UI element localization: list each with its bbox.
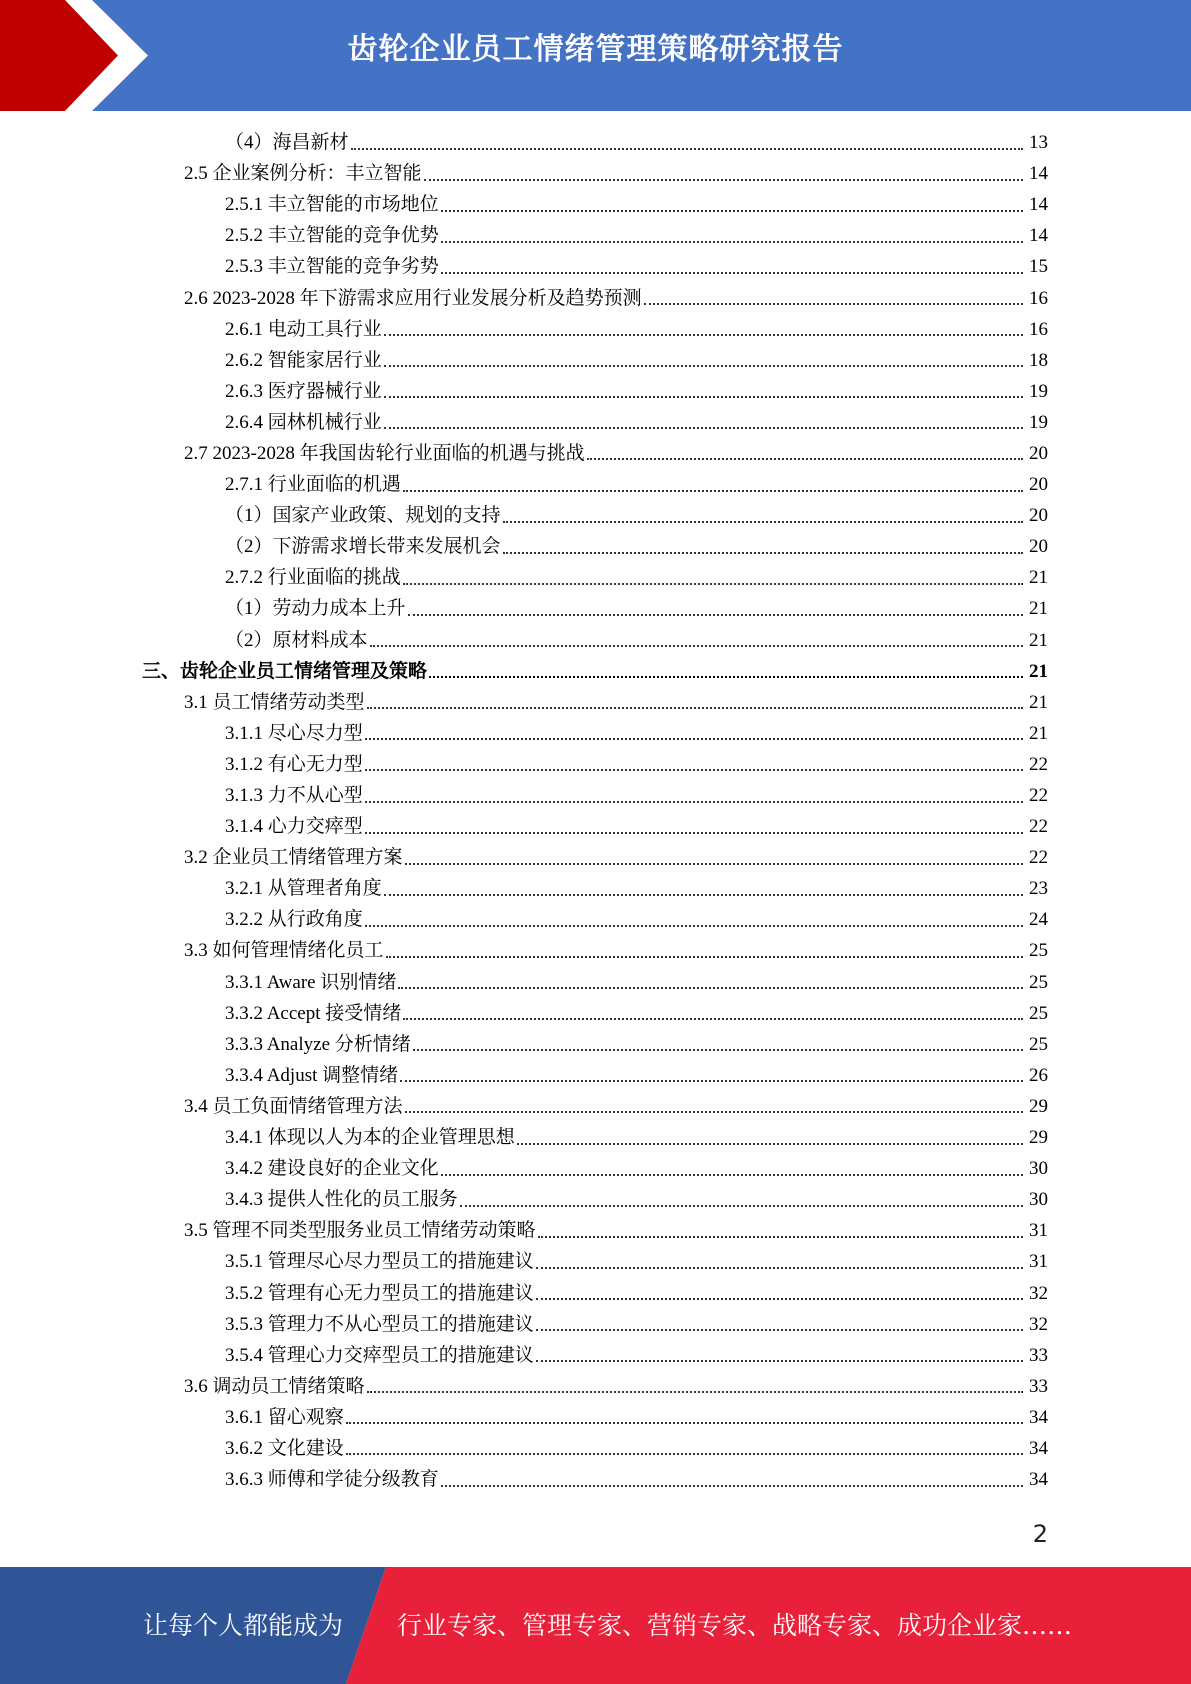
toc-entry-title: 3.5.1 管理尽心尽力型员工的措施建议 [225,1251,534,1273]
toc-dot-leader [365,925,1023,927]
toc-entry-page: 14 [1029,194,1048,216]
toc-dot-leader [441,1485,1023,1487]
toc-entry-page: 33 [1029,1344,1048,1366]
toc-entry-page: 34 [1029,1437,1048,1459]
toc-dot-leader [460,1205,1023,1207]
toc-dot-leader [536,1298,1023,1300]
toc-entry-title: 3.2.2 从行政角度 [225,909,363,931]
toc-entry-title: 2.5.2 丰立智能的竞争优势 [225,225,439,247]
toc-entry-page: 20 [1029,442,1048,464]
toc-entry-title: 3.6.1 留心观察 [225,1406,344,1428]
toc-entry-page: 24 [1029,909,1048,931]
toc-entry-title: 3.3 如何管理情绪化员工 [184,940,384,962]
toc-entry-title: 3.6.2 文化建设 [225,1437,344,1459]
toc-dot-leader [403,583,1023,585]
toc-entry-page: 21 [1029,722,1048,744]
toc-entry-page: 32 [1029,1313,1048,1335]
toc-entry-page: 21 [1029,660,1048,682]
toc-dot-leader [384,334,1023,336]
toc-entry-title: 2.7.1 行业面临的机遇 [225,474,401,496]
toc-entry-title: 3.1.4 心力交瘁型 [225,816,363,838]
toc-entry[interactable] [0,1433,1048,1464]
toc-entry-page: 30 [1029,1189,1048,1211]
toc-entry-page: 21 [1029,691,1048,713]
toc-entry-title: 3.5 管理不同类型服务业员工情绪劳动策略 [184,1220,536,1242]
toc-entry-title: 3.5.4 管理心力交瘁型员工的措施建议 [225,1344,534,1366]
toc-dot-leader [398,987,1023,989]
toc-entry[interactable] [0,189,1048,220]
toc-entry-title: 3.3.3 Analyze 分析情绪 [225,1033,411,1055]
toc-entry[interactable] [0,1402,1048,1433]
toc-entry-title: 3.5.2 管理有心无力型员工的措施建议 [225,1282,534,1304]
toc-entry-title: 2.6 2023-2028 年下游需求应用行业发展分析及趋势预测 [184,287,642,309]
toc-dot-leader [536,1360,1023,1362]
toc-dot-leader [538,1236,1023,1238]
toc-entry-title: 3.4 员工负面情绪管理方法 [184,1095,403,1117]
toc-entry-page: 22 [1029,847,1048,869]
toc-entry[interactable] [0,1184,1048,1215]
toc-entry-page: 16 [1029,318,1048,340]
toc-entry[interactable] [0,407,1048,438]
toc-entry[interactable] [0,998,1048,1029]
toc-entry-page: 21 [1029,567,1048,589]
toc-entry-page: 25 [1029,940,1048,962]
toc-entry[interactable] [0,500,1048,531]
table-of-contents [0,127,1191,1495]
toc-entry-page: 26 [1029,1064,1048,1086]
toc-entry-title: 2.6.3 医疗器械行业 [225,380,382,402]
toc-entry-title: 3.4.3 提供人性化的员工服务 [225,1189,458,1211]
toc-entry-page: 13 [1029,132,1048,154]
toc-entry-title: 2.6.1 电动工具行业 [225,318,382,340]
toc-dot-leader [503,521,1023,523]
toc-entry-page: 25 [1029,971,1048,993]
toc-dot-leader [367,707,1023,709]
toc-entry-title: 3.5.3 管理力不从心型员工的措施建议 [225,1313,534,1335]
toc-entry[interactable] [0,1277,1048,1308]
toc-dot-leader [400,1080,1023,1082]
toc-entry-title: 3.4.2 建设良好的企业文化 [225,1158,439,1180]
toc-entry[interactable] [0,438,1048,469]
footer-slogan-left: 让每个人都能成为 [143,1611,344,1640]
toc-entry[interactable] [0,562,1048,593]
toc-entry[interactable] [0,469,1048,500]
toc-entry-page: 21 [1029,629,1048,651]
toc-entry[interactable] [0,718,1048,749]
toc-entry-title: （2）下游需求增长带来发展机会 [225,536,501,558]
toc-entry-title: 3.3.2 Accept 接受情绪 [225,1002,402,1024]
toc-entry[interactable] [0,345,1048,376]
toc-dot-leader [365,832,1023,834]
toc-dot-leader [503,552,1023,554]
toc-dot-leader [351,148,1023,150]
toc-entry-title: （4）海昌新材 [225,132,349,154]
toc-entry-title: 3.1.2 有心无力型 [225,753,363,775]
toc-dot-leader [644,303,1023,305]
toc-entry[interactable] [0,811,1048,842]
toc-dot-leader [367,1391,1023,1393]
toc-entry-page: 20 [1029,474,1048,496]
toc-entry[interactable] [0,1122,1048,1153]
toc-entry-title: 3.6.3 师傅和学徒分级教育 [225,1469,439,1491]
toc-entry-page: 33 [1029,1375,1048,1397]
toc-entry-title: 3.2 企业员工情绪管理方案 [184,847,403,869]
toc-entry-page: 22 [1029,816,1048,838]
page-number: 2 [1032,1520,1048,1548]
toc-entry[interactable] [0,314,1048,345]
toc-entry-title: 2.6.4 园林机械行业 [225,411,382,433]
toc-entry[interactable] [0,593,1048,624]
toc-dot-leader [370,645,1023,647]
toc-dot-leader [403,1018,1023,1020]
toc-entry[interactable] [0,1246,1048,1277]
toc-entry-title: 3.3.4 Adjust 调整情绪 [225,1064,399,1086]
toc-entry-page: 14 [1029,163,1048,185]
toc-entry-title: 3.4.1 体现以人为本的企业管理思想 [225,1127,515,1149]
toc-entry[interactable] [0,842,1048,873]
toc-entry-page: 32 [1029,1282,1048,1304]
toc-entry-page: 19 [1029,411,1048,433]
toc-entry-title: （1）劳动力成本上升 [225,598,406,620]
toc-entry-page: 31 [1029,1251,1048,1273]
toc-dot-leader [346,1453,1023,1455]
toc-entry[interactable] [0,1091,1048,1122]
toc-dot-leader [405,863,1023,865]
toc-entry-page: 20 [1029,505,1048,527]
toc-entry-title: 2.7.2 行业面临的挑战 [225,567,401,589]
toc-entry-title: 2.7 2023-2028 年我国齿轮行业面临的机遇与挑战 [184,442,585,464]
toc-entry-title: 2.5.1 丰立智能的市场地位 [225,194,439,216]
toc-dot-leader [384,427,1023,429]
toc-dot-leader [405,1111,1023,1113]
toc-dot-leader [517,1143,1023,1145]
toc-entry-page: 15 [1029,256,1048,278]
toc-dot-leader [408,614,1023,616]
toc-dot-leader [365,769,1023,771]
toc-dot-leader [403,490,1023,492]
toc-entry[interactable] [0,1309,1048,1340]
toc-entry-page: 25 [1029,1033,1048,1055]
toc-entry-page: 30 [1029,1158,1048,1180]
toc-entry[interactable] [0,1464,1048,1495]
toc-entry[interactable] [0,1153,1048,1184]
toc-entry[interactable] [0,158,1048,189]
toc-dot-leader [384,365,1023,367]
toc-entry[interactable] [0,251,1048,282]
toc-entry-title: 3.2.1 从管理者角度 [225,878,382,900]
toc-entry-page: 19 [1029,380,1048,402]
toc-entry[interactable] [0,1340,1048,1371]
toc-entry-title: （2）原材料成本 [225,629,368,651]
toc-entry-title: 2.6.2 智能家居行业 [225,349,382,371]
toc-entry[interactable] [0,1060,1048,1091]
toc-entry-title: 3.1 员工情绪劳动类型 [184,691,365,713]
toc-entry-page: 31 [1029,1220,1048,1242]
toc-entry[interactable] [0,220,1048,251]
toc-entry[interactable] [0,904,1048,935]
toc-entry-title: 3.1.3 力不从心型 [225,785,363,807]
toc-dot-leader [536,1267,1023,1269]
toc-entry-title: 2.5.3 丰立智能的竞争劣势 [225,256,439,278]
toc-dot-leader [413,1049,1023,1051]
toc-entry-page: 22 [1029,753,1048,775]
toc-dot-leader [441,1174,1023,1176]
page-footer [0,1567,1191,1684]
toc-entry[interactable] [0,780,1048,811]
toc-entry-page: 16 [1029,287,1048,309]
toc-entry-title: 2.5 企业案例分析：丰立智能 [184,163,422,185]
toc-entry-page: 22 [1029,785,1048,807]
toc-entry-page: 21 [1029,598,1048,620]
toc-entry[interactable] [0,1371,1048,1402]
toc-dot-leader [441,241,1023,243]
toc-dot-leader [441,210,1023,212]
toc-entry-title: 3.1.1 尽心尽力型 [225,722,363,744]
toc-entry-page: 25 [1029,1002,1048,1024]
toc-dot-leader [365,801,1023,803]
toc-entry-page: 34 [1029,1406,1048,1428]
toc-dot-leader [536,1329,1023,1331]
toc-entry[interactable] [0,127,1048,158]
page-header [0,0,1191,111]
toc-entry[interactable] [0,1215,1048,1246]
toc-entry-page: 23 [1029,878,1048,900]
toc-dot-leader [587,458,1023,460]
toc-dot-leader [429,676,1023,678]
toc-entry-title: 三、齿轮企业员工情绪管理及策略 [142,660,428,682]
toc-entry[interactable] [0,656,1048,687]
toc-entry[interactable] [0,749,1048,780]
toc-entry[interactable] [0,935,1048,966]
toc-entry-page: 34 [1029,1469,1048,1491]
toc-entry[interactable] [0,967,1048,998]
toc-entry-title: 3.6 调动员工情绪策略 [184,1375,365,1397]
toc-entry-page: 18 [1029,349,1048,371]
report-title: 齿轮企业员工情绪管理策略研究报告 [347,32,844,67]
toc-dot-leader [384,894,1023,896]
toc-dot-leader [365,738,1023,740]
toc-entry-title: （1）国家产业政策、规划的支持 [225,505,501,527]
toc-dot-leader [386,956,1023,958]
toc-dot-leader [424,179,1023,181]
toc-entry[interactable] [0,531,1048,562]
toc-entry[interactable] [0,625,1048,656]
toc-dot-leader [384,396,1023,398]
toc-entry[interactable] [0,1029,1048,1060]
toc-entry[interactable] [0,687,1048,718]
toc-entry[interactable] [0,282,1048,313]
toc-dot-leader [346,1422,1023,1424]
toc-dot-leader [441,272,1023,274]
toc-entry-page: 29 [1029,1127,1048,1149]
footer-slogan-right: 行业专家、管理专家、营销专家、战略专家、成功企业家…… [397,1611,1073,1640]
toc-entry-page: 14 [1029,225,1048,247]
toc-entry[interactable] [0,376,1048,407]
toc-entry[interactable] [0,873,1048,904]
toc-entry-page: 20 [1029,536,1048,558]
toc-entry-page: 29 [1029,1095,1048,1117]
toc-entry-title: 3.3.1 Aware 识别情绪 [225,971,397,993]
